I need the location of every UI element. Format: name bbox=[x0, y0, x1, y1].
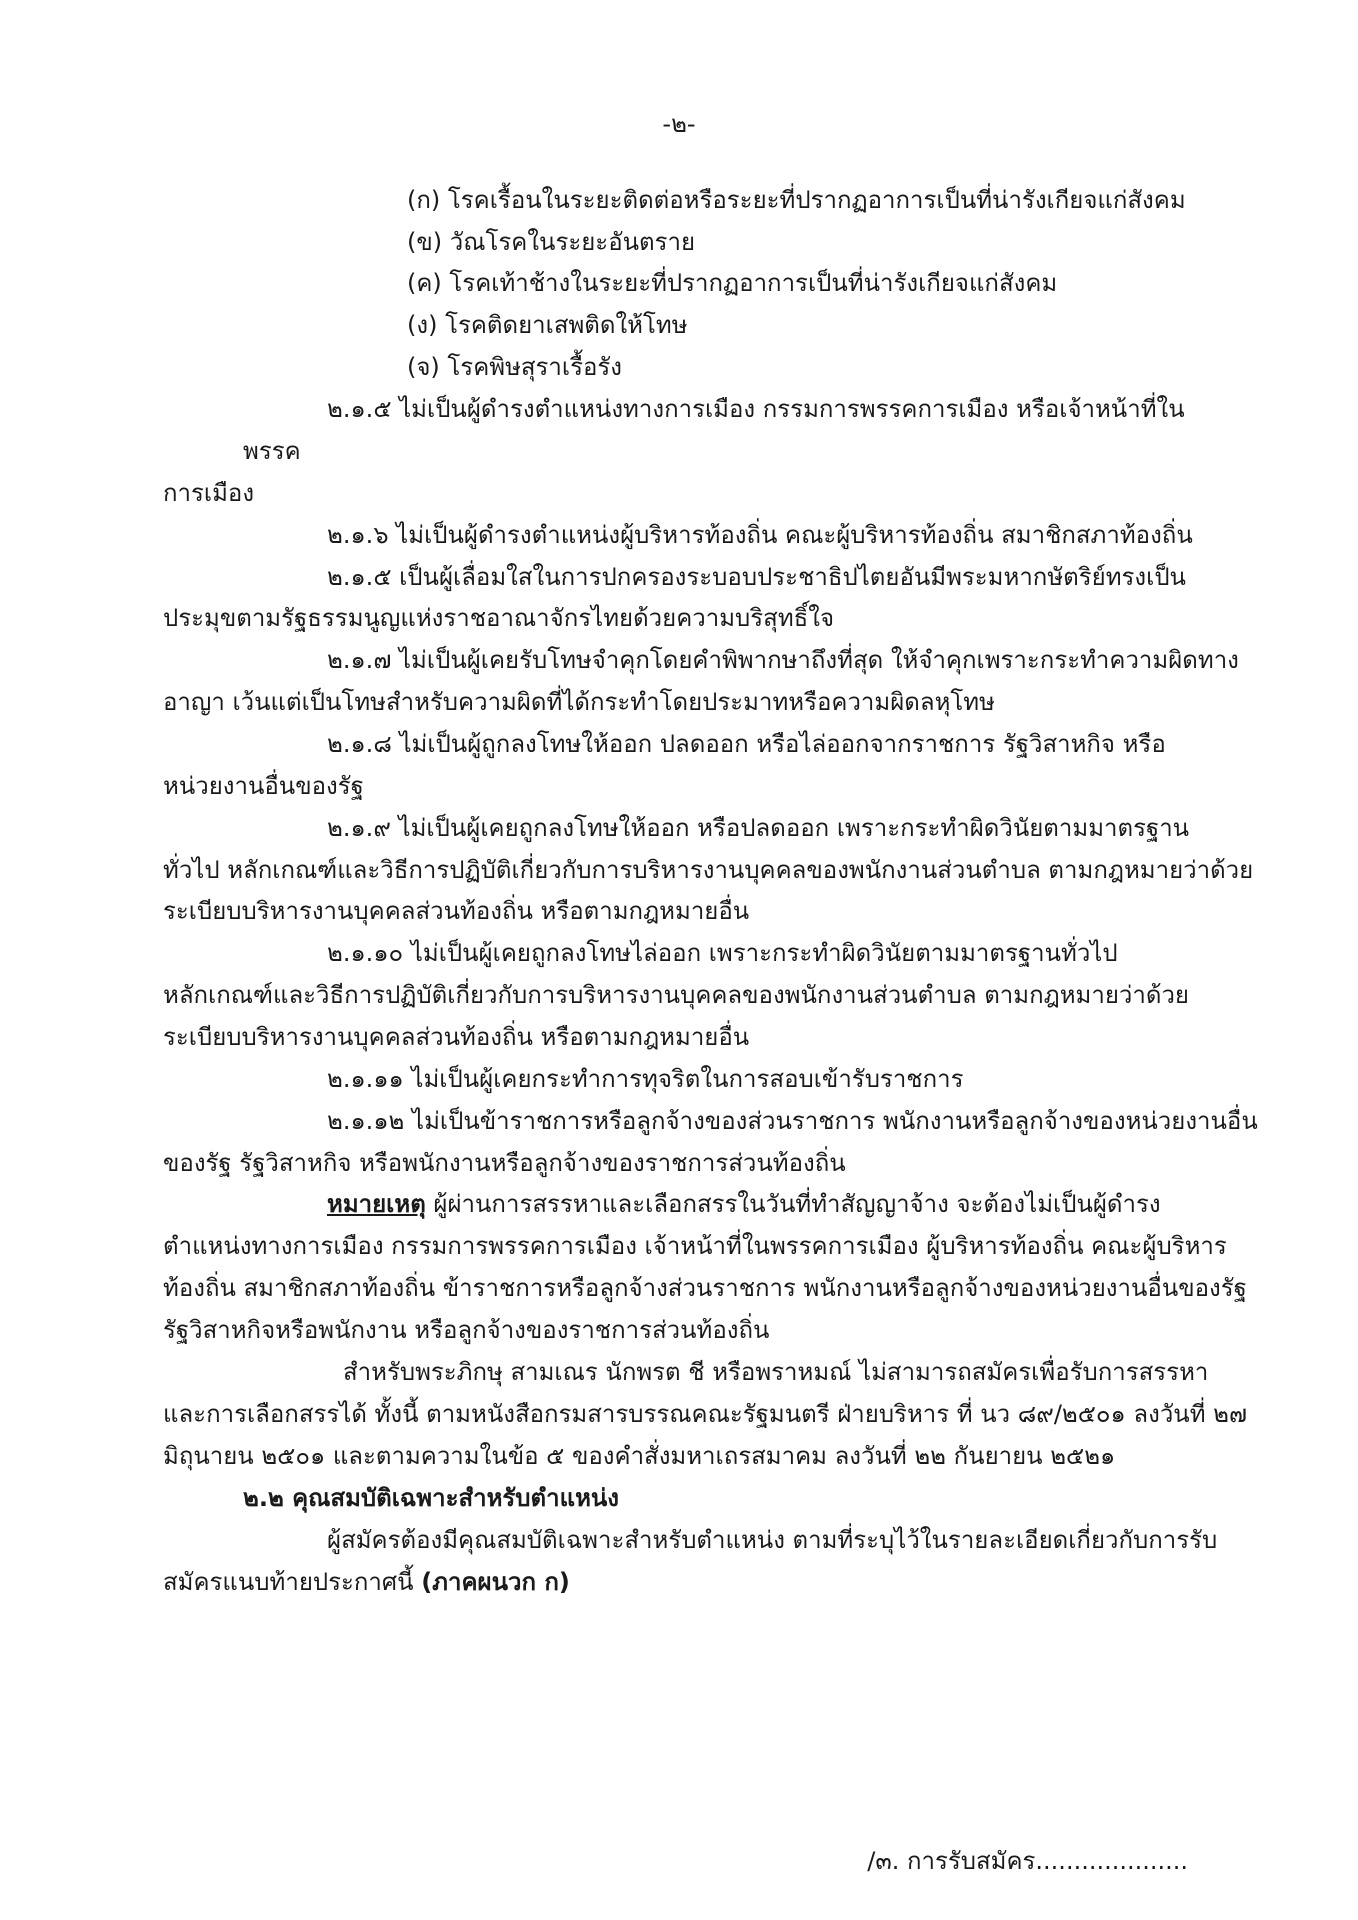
continuation-marker: /๓. การรับสมัคร.................... bbox=[867, 1847, 1188, 1875]
clause-2-1-12-line2: ของรัฐ รัฐวิสาหกิจ หรือพนักงานหรือลูกจ้างของราชการส่วนท้องถิ่น bbox=[163, 1149, 846, 1177]
section-2-2-heading: ๒.๒ คุณสมบัติเฉพาะสำหรับตำแหน่ง bbox=[243, 1484, 620, 1512]
clause-2-1-10-line1: ๒.๑.๑๐ ไม่เป็นผู้เคยถูกลงโทษไล่ออก เพราะกระทำผิดวินัยตามมาตรฐานทั่วไป bbox=[327, 939, 1118, 967]
monks-line-1: สำหรับพระภิกษุ สามเณร นักพรต ชี หรือพราหมณ์ ไม่สามารถสมัครเพื่อรับการสรรหา bbox=[343, 1358, 1209, 1386]
clause-2-1-8-line2: หน่วยงานอื่นของรัฐ bbox=[163, 772, 364, 800]
clause-2-1-9-line1: ๒.๑.๙ ไม่เป็นผู้เคยถูกลงโทษให้ออก หรือปลดออก เพราะกระทำผิดวินัยตามมาตรฐาน bbox=[327, 814, 1190, 842]
disease-item-d: (ง) โรคติดยาเสพติดให้โทษ bbox=[407, 311, 688, 339]
note-line-2: ตำแหน่งทางการเมือง กรรมการพรรคการเมือง เจ้าหน้าที่ในพรรคการเมือง ผู้บริหารท้องถิ่น คณะผู้บริหาร bbox=[163, 1232, 1227, 1260]
annex-reference: (ภาคผนวก ก) bbox=[421, 1568, 570, 1596]
clause-2-1-9-line2: ทั่วไป หลักเกณฑ์และวิธีการปฏิบัติเกี่ยวกับการบริหารงานบุคคลของพนักงานส่วนตำบล ตามกฎหมายว่าด้วย bbox=[163, 856, 1254, 884]
clause-2-1-11: ๒.๑.๑๑ ไม่เป็นผู้เคยกระทำการทุจริตในการสอบเข้ารับราชการ bbox=[327, 1065, 964, 1093]
clause-2-1-10-line2: หลักเกณฑ์และวิธีการปฏิบัติเกี่ยวกับการบริหารงานบุคคลของพนักงานส่วนตำบล ตามกฎหมายว่าด้วย bbox=[163, 981, 1189, 1009]
clause-2-1-12-line1: ๒.๑.๑๒ ไม่เป็นข้าราชการหรือลูกจ้างของส่วนราชการ พนักงานหรือลูกจ้างของหน่วยงานอื่น bbox=[327, 1107, 1258, 1135]
clause-2-1-5-political-line3: การเมือง bbox=[163, 479, 255, 507]
clause-2-1-5-democracy-line2: ประมุขตามรัฐธรรมนูญแห่งราชอาณาจักรไทยด้วยความบริสุทธิ์ใจ bbox=[163, 604, 835, 632]
monks-line-2: และการเลือกสรรได้ ทั้งนี้ ตามหนังสือกรมสารบรรณคณะรัฐมนตรี ฝ่ายบริหาร ที่ นว ๘๙/๒๕๐๑ ลงวันที่ ๒๗ bbox=[163, 1400, 1248, 1428]
section-2-2-line1: ผู้สมัครต้องมีคุณสมบัติเฉพาะสำหรับตำแหน่ง ตามที่ระบุไว้ในรายละเอียดเกี่ยวกับการรับ bbox=[327, 1526, 1218, 1554]
clause-2-1-7-line2: อาญา เว้นแต่เป็นโทษสำหรับความผิดที่ได้กระทำโดยประมาทหรือความผิดลหุโทษ bbox=[163, 688, 995, 716]
clause-2-1-5-political-line1: ๒.๑.๕ ไม่เป็นผู้ดำรงตำแหน่งทางการเมือง กรรมการพรรคการเมือง หรือเจ้าหน้าที่ใน bbox=[327, 395, 1185, 423]
section-2-2-line2-text: สมัครแนบท้ายประกาศนี้ bbox=[163, 1568, 422, 1596]
note-label: หมายเหตุ bbox=[327, 1190, 426, 1218]
clause-2-1-5-political-line2: พรรค bbox=[243, 437, 301, 465]
note-line-3: ท้องถิ่น สมาชิกสภาท้องถิ่น ข้าราชการหรือลูกจ้างส่วนราชการ พนักงานหรือลูกจ้างของหน่วยงานอื่นของรัฐ bbox=[163, 1274, 1247, 1302]
clause-2-1-10-line3: ระเบียบบริหารงานบุคคลส่วนท้องถิ่น หรือตามกฎหมายอื่น bbox=[163, 1023, 750, 1051]
disease-item-a: (ก) โรคเรื้อนในระยะติดต่อหรือระยะที่ปรากฏอาการเป็นที่น่ารังเกียจแก่สังคม bbox=[407, 186, 1186, 214]
note-first-text: ผู้ผ่านการสรรหาและเลือกสรรในวันที่ทำสัญญาจ้าง จะต้องไม่เป็นผู้ดำรง bbox=[425, 1190, 1161, 1218]
monks-line-3: มิถุนายน ๒๕๐๑ และตามความในข้อ ๕ ของคำสั่งมหาเถรสมาคม ลงวันที่ ๒๒ กันยายน ๒๕๒๑ bbox=[163, 1442, 1116, 1470]
clause-2-1-8-line1: ๒.๑.๘ ไม่เป็นผู้ถูกลงโทษให้ออก ปลดออก หรือไล่ออกจากราชการ รัฐวิสาหกิจ หรือ bbox=[327, 730, 1166, 758]
note-line-4: รัฐวิสาหกิจหรือพนักงาน หรือลูกจ้างของราชการส่วนท้องถิ่น bbox=[163, 1316, 770, 1344]
clause-2-1-5-democracy-line1: ๒.๑.๕ เป็นผู้เลื่อมใสในการปกครองระบอบประชาธิปไตยอันมีพระมหากษัตริย์ทรงเป็น bbox=[327, 563, 1186, 591]
clause-2-1-9-line3: ระเบียบบริหารงานบุคคลส่วนท้องถิ่น หรือตามกฎหมายอื่น bbox=[163, 897, 750, 925]
note-first-line bbox=[327, 1187, 1161, 1221]
section-2-2-line2 bbox=[163, 1565, 570, 1599]
page-number: -๒- bbox=[662, 110, 696, 138]
disease-item-b: (ข) วัณโรคในระยะอันตราย bbox=[407, 228, 696, 256]
disease-item-c: (ค) โรคเท้าช้างในระยะที่ปรากฏอาการเป็นที่น่ารังเกียจแก่สังคม bbox=[407, 269, 1058, 297]
disease-item-e: (จ) โรคพิษสุราเรื้อรัง bbox=[407, 353, 623, 381]
clause-2-1-6: ๒.๑.๖ ไม่เป็นผู้ดำรงตำแหน่งผู้บริหารท้องถิ่น คณะผู้บริหารท้องถิ่น สมาชิกสภาท้องถิ่น bbox=[327, 521, 1193, 549]
clause-2-1-7-line1: ๒.๑.๗ ไม่เป็นผู้เคยรับโทษจำคุกโดยคำพิพากษาถึงที่สุด ให้จำคุกเพราะกระทำความผิดทาง bbox=[327, 646, 1239, 674]
